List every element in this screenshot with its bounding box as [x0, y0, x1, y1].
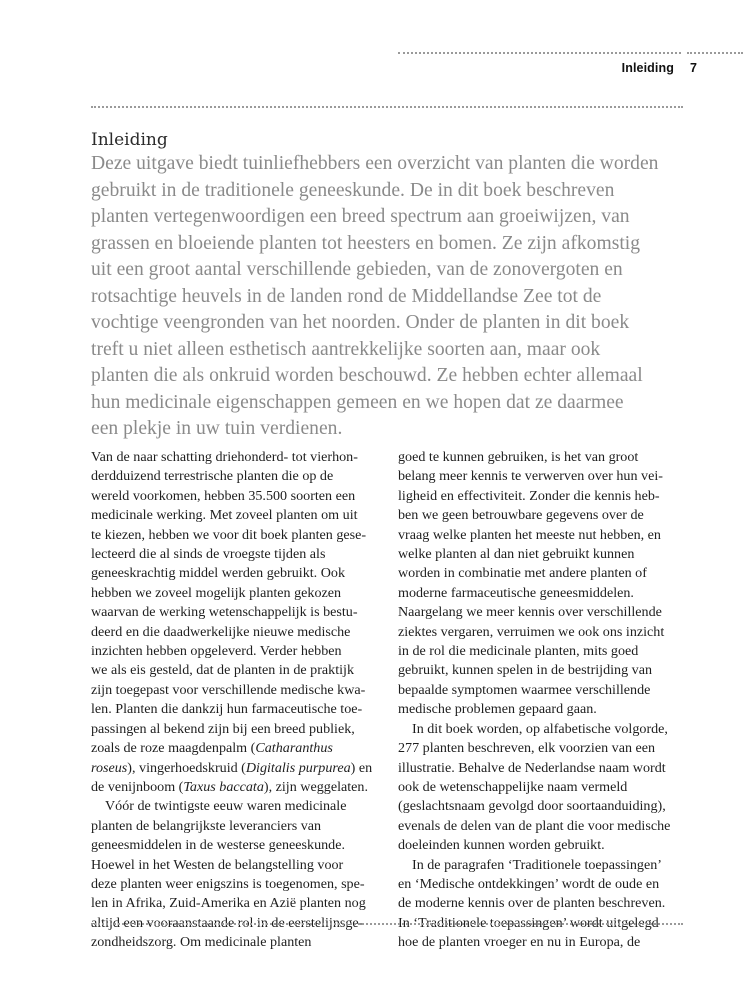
body-line: ziektes vergaren, verruimen we ook ons inzicht — [398, 623, 665, 640]
body-line: in de rol die medicinale planten, mits goed — [398, 643, 639, 660]
body-line: In dit boek worden, op alfabetische volgorde, — [412, 720, 668, 737]
body-text: ) en — [350, 759, 373, 776]
body-line: ben we geen betrouwbare gegevens over de — [398, 507, 644, 524]
body-line: deerd en die daadwerkelijke nieuwe medische — [91, 623, 351, 640]
intro-line: Deze uitgave biedt tuinliefhebbers een overzicht van planten die worden — [91, 153, 659, 174]
body-line: doeleinden kunnen worden gebruikt. — [398, 837, 605, 854]
intro-line: gebruikt in de traditionele geneeskunde. De in dit boek beschreven — [91, 179, 615, 201]
body-line: hoe de planten vroeger en nu in Europa, de — [398, 934, 641, 951]
body-line: derdduizend terrestrische planten die op de — [91, 468, 334, 485]
intro-line: hun medicinale eigenschappen gemeen en we hopen dat ze daarmee — [91, 391, 624, 413]
body-line: lecteerd die al sinds de vroegste tijden als — [91, 546, 326, 563]
intro-line: een plekje in uw tuin verdienen. — [91, 418, 343, 439]
intro-paragraph — [91, 151, 683, 443]
intro-line: grassen en bloeiende planten tot heesters en bomen. Ze zijn afkomstig — [91, 232, 640, 254]
body-line: gebruikt, kunnen spelen in de bestrijding van — [398, 662, 653, 679]
body-line — [91, 759, 381, 778]
body-column-left — [91, 448, 381, 953]
body-line: zijn toegepast voor verschillende medische kwa- — [91, 681, 366, 698]
body-line: passingen al bekend zijn bij een breed publiek, — [91, 720, 355, 737]
body-line: we als eis gesteld, dat de planten in de praktijk — [91, 662, 355, 679]
header-rule-bottom — [91, 106, 683, 108]
body-text: zoals de roze maagdenpalm ( — [91, 740, 256, 757]
body-line: vraag welke planten het meeste nut hebben, en — [398, 526, 661, 543]
body-line: bepaalde symptomen waarmee verschillende — [398, 681, 651, 698]
body-line: worden in combinatie met andere planten of — [398, 565, 647, 582]
body-line: ligheid en effectiviteit. Zonder die kennis heb- — [398, 487, 660, 504]
body-line: In de paragrafen ‘Traditionele toepassingen’ — [412, 856, 662, 873]
intro-line: vochtige veengronden van het noorden. Onder de planten in dit boek — [91, 312, 630, 333]
body-line: goed te kunnen gebruiken, is het van groot — [398, 449, 639, 465]
body-line: deze planten weer enigszins is toegenomen, spe- — [91, 875, 365, 892]
body-line: en ‘Medische ontdekkingen’ wordt de oude en — [398, 875, 660, 892]
body-line: (geslachtsnaam gevolgd door soortaanduiding), — [398, 798, 666, 815]
body-line: planten de belangrijkste leveranciers van — [91, 817, 322, 834]
running-head-section: Inleiding — [621, 61, 674, 75]
botanical-name: Catharanthus — [255, 740, 333, 757]
body-line: Van de naar schatting driehonderd- tot vierhon- — [91, 449, 358, 465]
body-line: geneesmiddelen in de westerse geneeskunde. — [91, 837, 345, 854]
header-rule-right — [687, 52, 743, 54]
botanical-name: Digitalis purpurea — [245, 759, 351, 776]
body-line: 277 planten beschreven, elk voorzien van een — [398, 740, 656, 757]
body-line: wereld voorkomen, hebben 35.500 soorten een — [91, 487, 356, 504]
intro-line: planten die als onkruid worden beschouwd. Ze hebben echter allemaal — [91, 365, 643, 386]
intro-line: uit een groot aantal verschillende gebieden, van de zonovergoten en — [91, 259, 623, 280]
body-line: len in Afrika, Zuid-Amerika en Azië planten nog — [91, 895, 366, 912]
body-line: de moderne kennis over de planten beschreven. — [398, 895, 666, 912]
body-text: de venijnboom ( — [91, 778, 184, 795]
body-column-right — [398, 448, 671, 953]
body-line: belang meer kennis te verwerven over hun vei- — [398, 468, 663, 485]
body-line: geneeskrachtig middel werden gebruikt. Ook — [91, 565, 345, 582]
body-line: len. Planten die dankzij hun farmaceutische toe- — [91, 701, 363, 718]
body-line: illustratie. Behalve de Nederlandse naam wordt — [398, 759, 666, 776]
body-line: medicinale werking. Met zoveel planten om uit — [91, 507, 358, 524]
intro-line: planten vertegenwoordigen een breed spectrum aan groeiwijzen, van — [91, 206, 630, 227]
body-line: hebben we zoveel mogelijk planten gekozen — [91, 584, 342, 601]
body-line — [91, 739, 381, 758]
body-line: welke planten al dan niet gebruikt kunnen — [398, 546, 635, 563]
body-line: Vóór de twintigste eeuw waren medicinale — [105, 798, 347, 815]
body-line: waarvan de werking wetenschappelijk is bestu- — [91, 604, 358, 621]
body-text: ), zijn weggelaten. — [263, 778, 368, 795]
botanical-name: Taxus baccata — [183, 778, 264, 795]
body-line: zondheidszorg. Om medicinale planten — [91, 934, 312, 951]
body-line: moderne farmaceutische geneesmiddelen. — [398, 584, 634, 601]
body-line: ook de wetenschappelijke naam vermeld — [398, 778, 628, 795]
running-head — [622, 61, 697, 75]
body-line: Naargelang we meer kennis over verschillende — [398, 604, 662, 621]
section-title: Inleiding — [91, 130, 168, 150]
body-line: altijd een vooraanstaande rol in de eerstelijnsge- — [91, 914, 364, 931]
body-line: Hoewel in het Westen de belangstelling voor — [91, 856, 344, 873]
body-line: te kiezen, hebben we voor dit boek planten gese- — [91, 526, 367, 543]
body-line — [91, 778, 381, 797]
body-line: medische problemen gepaard gaan. — [398, 701, 597, 718]
body-line: In ‘Traditionele toepassingen’ wordt uitgelegd — [398, 914, 659, 931]
body-line: evenals de delen van de plant die voor medische — [398, 817, 671, 834]
footer-rule — [91, 923, 683, 925]
intro-line: treft u niet alleen esthetisch aantrekkelijke soorten aan, maar ook — [91, 338, 601, 360]
body-text: ), vingerhoedskruid ( — [127, 759, 246, 776]
page-number: 7 — [689, 61, 697, 75]
header-rule-left — [398, 52, 681, 54]
botanical-name: roseus — [91, 759, 128, 776]
body-line: inzichten hebben opgeleverd. Verder hebben — [91, 643, 342, 660]
intro-line: rotsachtige heuvels in de landen rond de Middellandse Zee tot de — [91, 285, 602, 307]
